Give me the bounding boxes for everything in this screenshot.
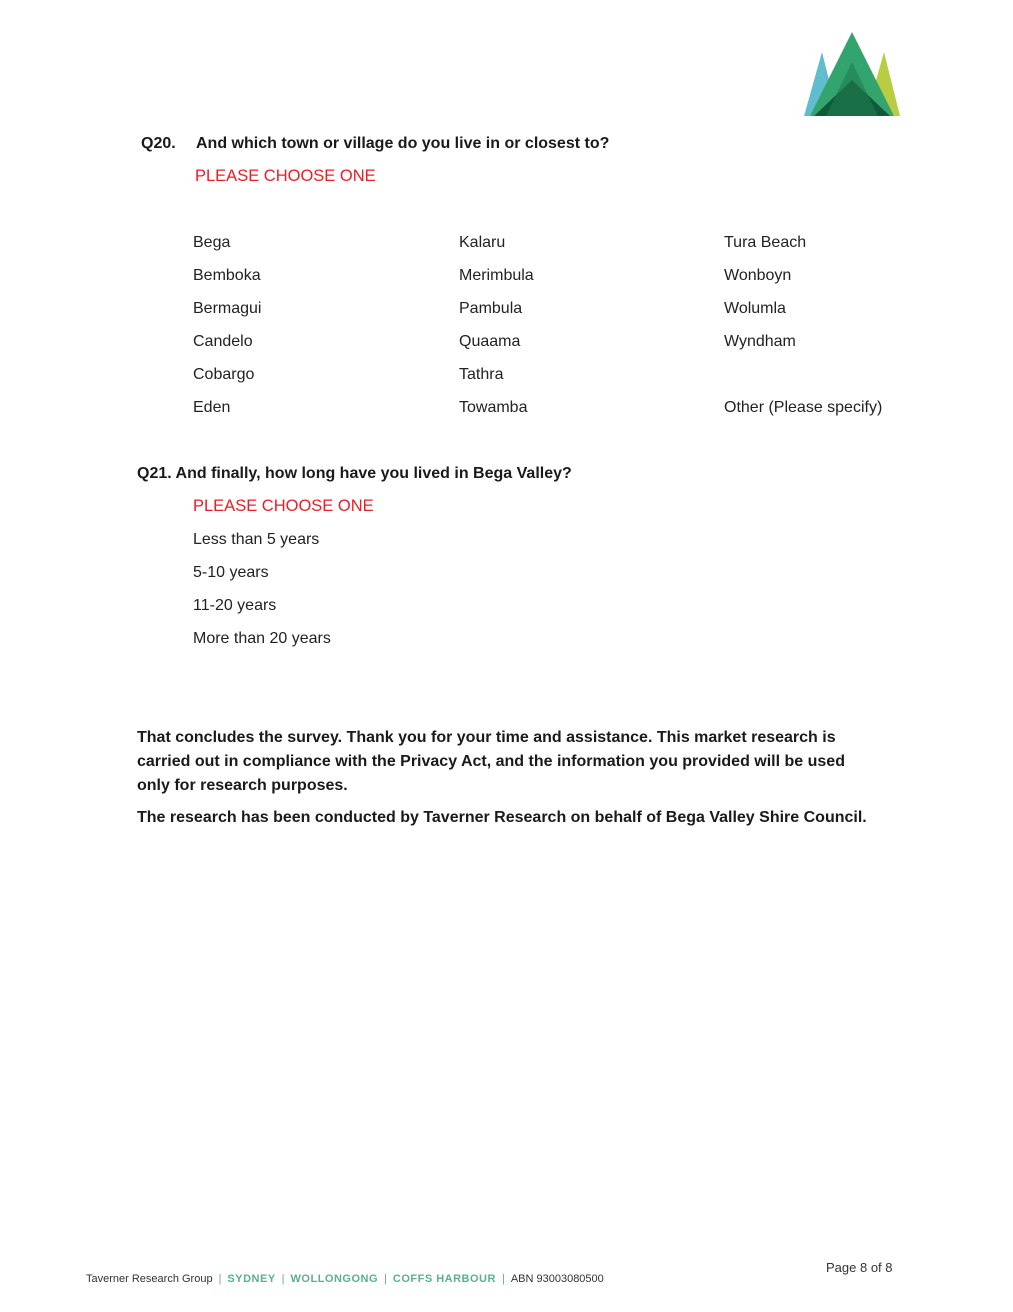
- option-cobargo[interactable]: Cobargo: [193, 366, 255, 383]
- option-wyndham[interactable]: Wyndham: [724, 333, 796, 350]
- q21-instruction: PLEASE CHOOSE ONE: [193, 497, 374, 515]
- footer: Taverner Research Group | SYDNEY | WOLLONGONG | COFFS HARBOUR | ABN 93003080500: [86, 1273, 604, 1285]
- closing-paragraph-2: The research has been conducted by Taverner Research on behalf of Bega Valley Shire Council.: [137, 809, 867, 826]
- footer-city-sydney: SYDNEY: [227, 1273, 276, 1285]
- footer-abn: ABN 93003080500: [510, 1273, 604, 1285]
- q21-number: Q21.: [137, 465, 172, 482]
- option-11-20[interactable]: 11-20 years: [193, 597, 277, 614]
- option-eden[interactable]: Eden: [193, 399, 231, 416]
- option-5-10[interactable]: 5-10 years: [193, 564, 269, 581]
- q21-text: And finally, how long have you lived in Bega Valley?: [175, 465, 572, 482]
- q20-instruction: PLEASE CHOOSE ONE: [195, 167, 376, 185]
- closing-paragraph-1: That concludes the survey. Thank you for your time and assistance. This market research is carried out in compliance with the Privacy Act, and the information you provided will be used only for research purposes.: [137, 729, 845, 794]
- option-kalaru[interactable]: Kalaru: [459, 234, 506, 251]
- option-candelo[interactable]: Candelo: [193, 333, 253, 350]
- option-more-than-20[interactable]: More than 20 years: [193, 630, 331, 647]
- page-number: Page 8 of 8: [826, 1260, 893, 1275]
- option-quaama[interactable]: Quaama: [459, 333, 521, 350]
- q20-title: [141, 135, 609, 153]
- option-pambula[interactable]: Pambula: [459, 300, 523, 317]
- option-other[interactable]: Other (Please specify): [724, 399, 883, 416]
- footer-city-coffs-harbour: COFFS HARBOUR: [392, 1273, 496, 1285]
- option-bega[interactable]: Bega: [193, 234, 231, 251]
- option-bermagui[interactable]: Bermagui: [193, 300, 262, 317]
- option-wolumla[interactable]: Wolumla: [724, 300, 786, 317]
- option-merimbula[interactable]: Merimbula: [459, 267, 534, 284]
- footer-city-wollongong: WOLLONGONG: [290, 1273, 379, 1285]
- q21-title: [137, 465, 572, 483]
- q20-number: Q20.: [141, 135, 176, 152]
- option-less-than-5[interactable]: Less than 5 years: [193, 531, 320, 548]
- option-tathra[interactable]: Tathra: [459, 366, 504, 383]
- mountain-logo-icon: [804, 32, 900, 118]
- option-wonboyn[interactable]: Wonboyn: [724, 267, 792, 284]
- option-tura-beach[interactable]: Tura Beach: [724, 234, 807, 251]
- footer-company: Taverner Research Group: [86, 1273, 213, 1285]
- q20-text: And which town or village do you live in or closest to?: [196, 135, 610, 152]
- option-towamba[interactable]: Towamba: [459, 399, 528, 416]
- option-bemboka[interactable]: Bemboka: [193, 267, 261, 284]
